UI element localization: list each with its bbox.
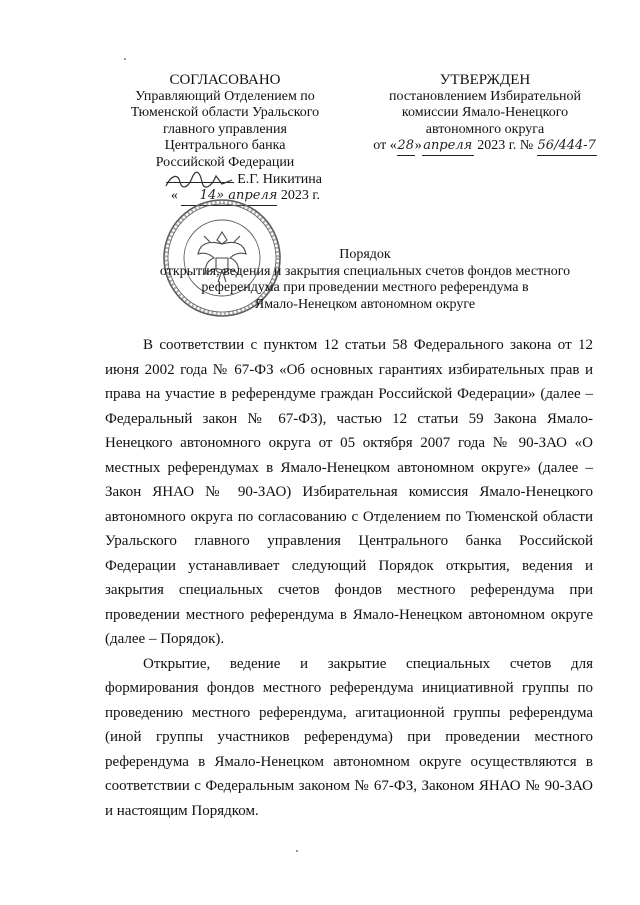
- approval-left-block: [100, 72, 350, 206]
- approval-left-line: Центрального банка: [164, 138, 286, 154]
- signature-line: [100, 172, 350, 189]
- body-paragraph: В соответствии с пунктом 12 статьи 58 Федерального закона от 12 июня 2002 года № 67-ФЗ «Об основных гарантиях избирательных прав и права на участие в референдуме граждан Российской Федерации» (далее – Федеральный закон № 67-ФЗ), частью 12 статьи 59 Закона Ямало-Ненецкого автономного округа от 05 октября 2007 года № 90-ЗАО «О местных референдумах в Ямало-Ненецком автономном округе» (далее – Закон ЯНАО № 90-ЗАО) Избирательная комиссия Ямало-Ненецкого автономного округа по согласованию с Отделением по Тюменской области Уральского главного управления Центрального банка Российской Федерации устанавливает следующий Порядок открытия, ведения и закрытия специальных счетов фондов местного референдума при проведении местного референдума в Ямало-Ненецком автономном округе (далее – Порядок).: [105, 337, 593, 647]
- signer-name: Е.Г. Никитина: [237, 171, 322, 187]
- approval-right-line: постановлением Избирательной: [388, 88, 582, 104]
- date-open-quote: «: [170, 188, 178, 204]
- date-year: 2023 г. №: [477, 138, 534, 154]
- approval-left-line: главного управления: [163, 121, 287, 137]
- approval-left-heading: СОГЛАСОВАНО: [169, 72, 281, 88]
- scan-speck: [124, 58, 126, 60]
- approval-right-line: комиссии Ямало-Ненецкого: [401, 105, 569, 121]
- approval-left-line: Российской Федерации: [155, 154, 295, 170]
- scan-speck: [296, 850, 298, 852]
- document-body: [105, 333, 593, 823]
- date-mid: »: [414, 138, 422, 154]
- title-line: Порядок: [339, 247, 391, 262]
- title-line: референдума при проведении местного референдума в: [201, 280, 529, 295]
- document-title: [130, 247, 600, 313]
- approval-right-heading: УТВЕРЖДЕН: [439, 72, 531, 88]
- approval-left-line: Тюменской области Уральского: [130, 105, 320, 121]
- body-paragraph: Открытие, ведение и закрытие специальных счетов для формирования фондов местного референдума инициативной группы по проведению местного референдума, агитационной группы референдума (иной группы участников референдума) при проведении местного референдума в Ямало-Ненецком автономном округе осуществляются в соответствии с Федеральным законом № 67-ФЗ, Законом ЯНАО № 90-ЗАО и настоящим Порядком.: [105, 655, 593, 819]
- approval-right-block: [360, 72, 610, 156]
- date-month: апреля: [422, 138, 474, 156]
- date-day: 28: [397, 138, 415, 156]
- approval-right-line: автономного округа: [425, 121, 545, 137]
- signature-blank: [166, 182, 234, 183]
- approval-right-date: [360, 138, 610, 156]
- date-handwritten: 14» апреля: [181, 188, 277, 206]
- date-year: 2023 г.: [280, 188, 320, 204]
- title-line: открытия, ведения и закрытия специальных счетов фондов местного: [159, 263, 571, 279]
- approval-left-line: Управляющий Отделением по: [135, 88, 315, 104]
- handwritten-signature: [162, 170, 236, 192]
- title-line: Ямало-Ненецком автономном округе: [254, 296, 476, 312]
- resolution-number: 56/444-7: [537, 138, 597, 156]
- date-prefix: от «: [373, 138, 397, 154]
